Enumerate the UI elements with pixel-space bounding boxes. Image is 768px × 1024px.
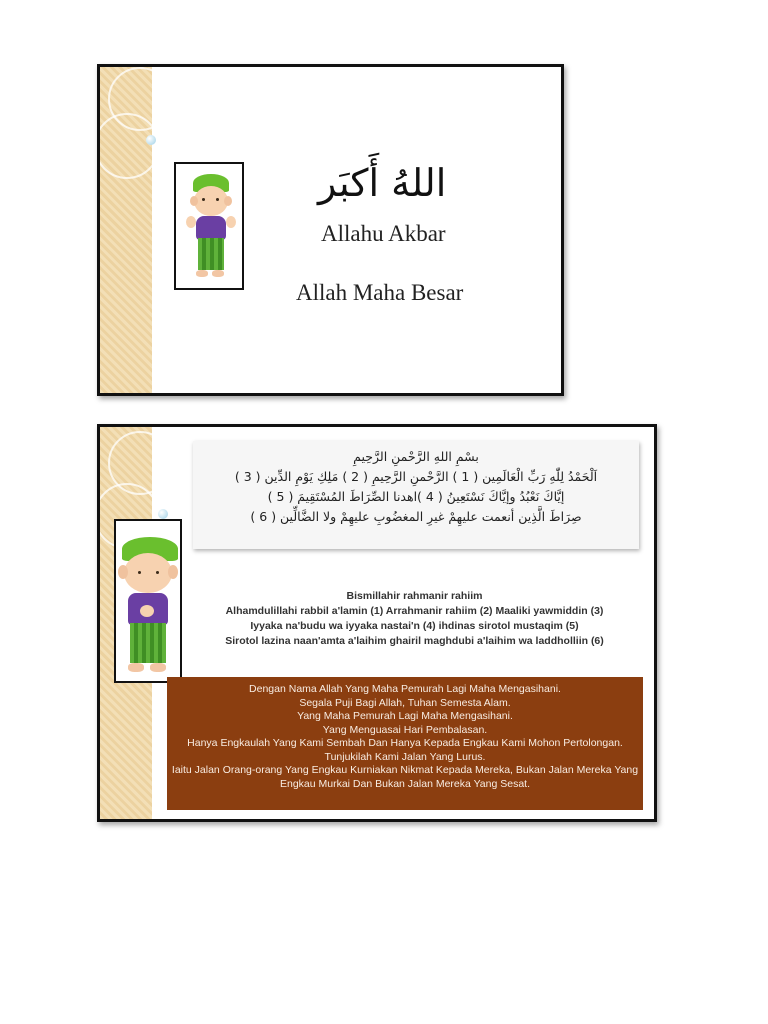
- slide-allahu-akbar: [97, 64, 564, 396]
- arabic-line: إيَّاكَ نَعْبُدُ وإيَّاكَ نَسْتَعِينُ ( 4 )اهدنا الصِّرَاطَ المُسْتَقِيمَ ( 5 ): [267, 489, 565, 504]
- latin-line: Alhamdulillahi rabbil a'lamin (1) Arrahmanir rahiim (2) Maaliki yawmiddin (3): [225, 605, 604, 617]
- meaning-line: Yang Menguasai Hari Pembalasan.: [322, 723, 488, 736]
- arabic-line: صِرَاطَ الَّذِين أنعمت عليهِمْ غيرِ المغضُوبِ عليهِمْ ولا الضَّالِّين ( 6 ): [250, 509, 582, 524]
- arabic-takbir: اللهُ أَكبَر: [318, 161, 447, 205]
- meaning-line: Iaitu Jalan Orang-orang Yang Engkau Kurniakan Nikmat Kepada Mereka, Bukan Jalan Mereka Yang Engkau Murkai Dan Bukan Jalan Mereka Yang Sesat.: [171, 764, 639, 790]
- arabic-line: اَلْحَمْدُ لِلّٰهِ رَبِّ الْعَالَمِين ( 1 ) الرَّحْمنِ الرَّحِيمِ ( 2 ) مَلِكِ يَوْمِ الدِّين ( 3 ): [234, 469, 598, 484]
- latin-line: Bismillahir rahmanir rahiim: [346, 590, 483, 602]
- meaning-line: Yang Maha Pemurah Lagi Maha Mengasihani.: [297, 710, 513, 722]
- boy-image-frame: [114, 519, 182, 683]
- meaning-line: Segala Puji Bagi Allah, Tuhan Semesta Alam.: [299, 696, 511, 709]
- arabic-line: بسْمِ اللهِ الرَّحْمنِ الرَّحِيمِ: [353, 449, 479, 464]
- meaning-line: Tunjukilah Kami Jalan Yang Lurus.: [324, 750, 486, 763]
- arabic-verses-box: [193, 441, 639, 549]
- praying-boy-illustration: [180, 172, 240, 284]
- takbir-transliteration: Allahu Akbar: [321, 221, 446, 246]
- malay-meaning-box: [167, 677, 643, 810]
- takbir-meaning: Allah Maha Besar: [296, 280, 464, 305]
- meaning-line: Hanya Engkaulah Yang Kami Sembah Dan Hanya Kepada Engkau Kami Mohon Pertolongan.: [187, 737, 623, 749]
- praying-boy-illustration: [116, 535, 180, 681]
- latin-line: Sirotol lazina naan'amta a'laihim ghairil maghdubi a'laihim wa laddholliin (6): [225, 635, 604, 647]
- meaning-line: Dengan Nama Allah Yang Maha Pemurah Lagi Maha Mengasihani.: [249, 683, 561, 695]
- decorative-side-stripe: [100, 67, 152, 393]
- boy-image-frame: [174, 162, 244, 290]
- latin-line: Iyyaka na'budu wa iyyaka nastai'n (4) ihdinas sirotol mustaqim (5): [250, 620, 579, 632]
- latin-transliteration: [192, 589, 637, 649]
- slide-al-fatihah: [97, 424, 657, 822]
